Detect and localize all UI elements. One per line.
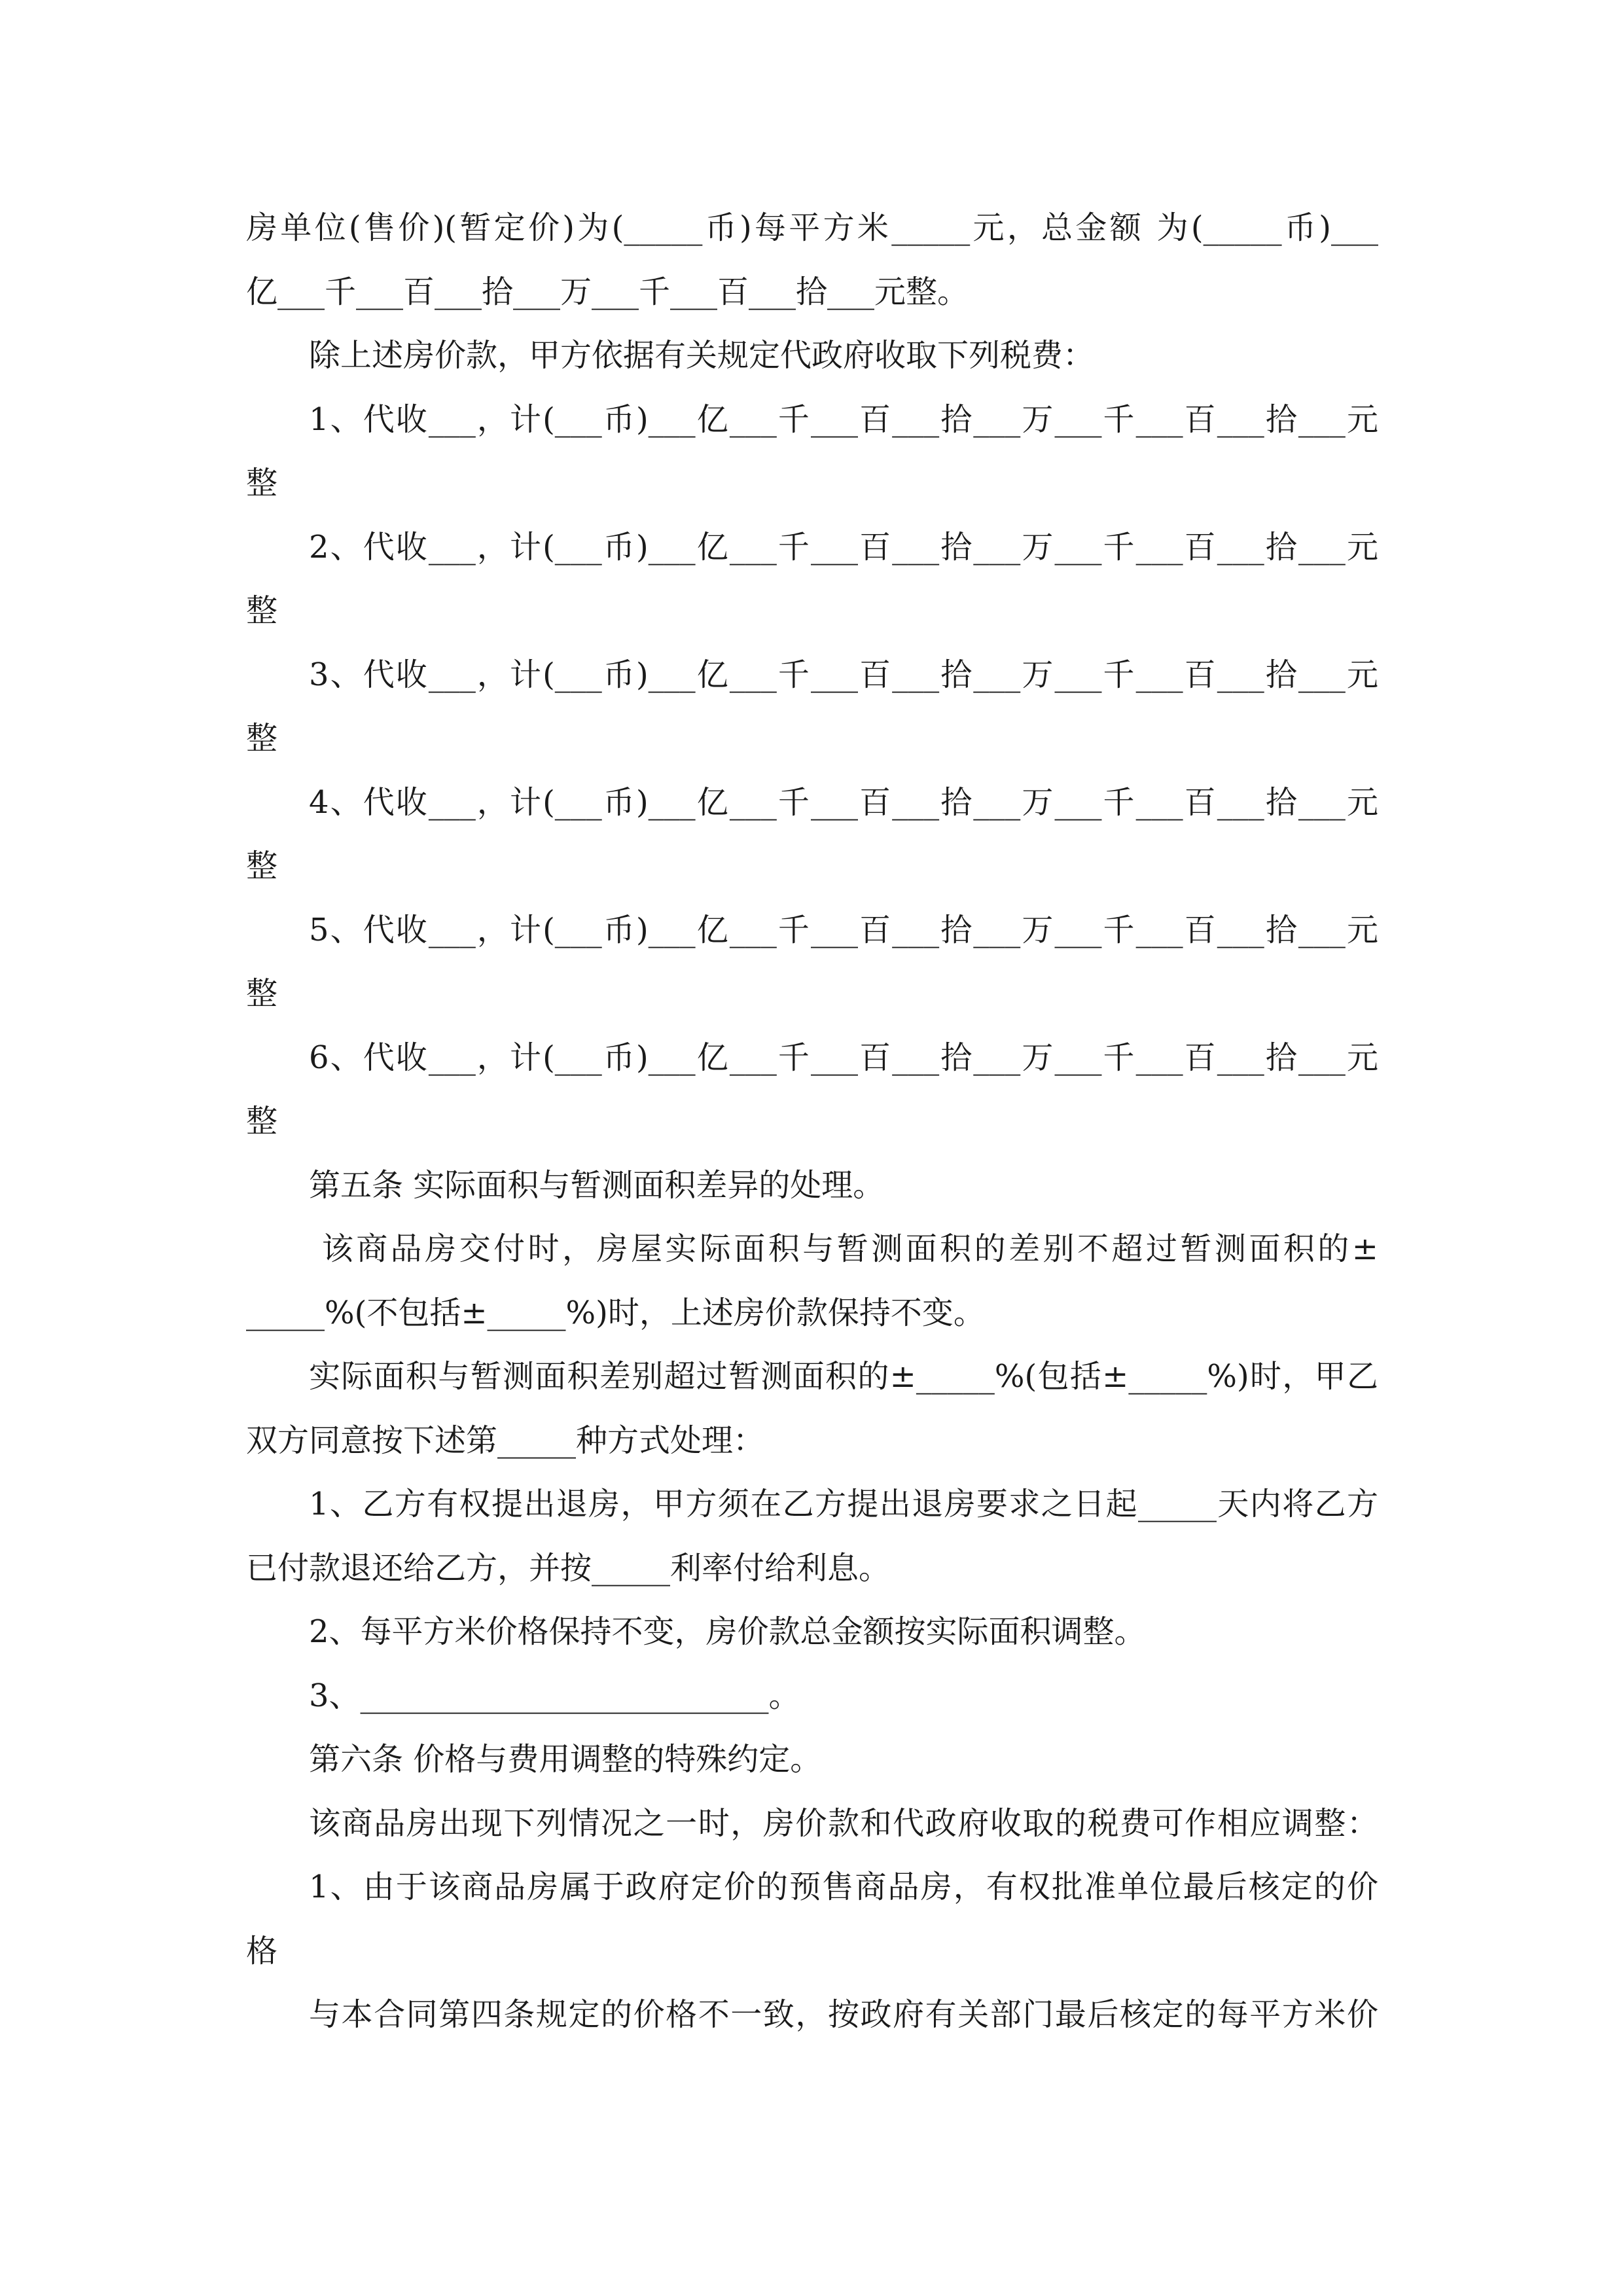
text-line-area-exceed-cont: 双方同意按下述第_____种方式处理： [246, 1422, 765, 1459]
text-line-option-3: 3、__________________________。 [309, 1677, 800, 1714]
text-line-tax-6: 6、代收___，计(___币)___亿___千___百___拾___万___千___百___拾___元 [309, 1039, 1378, 1076]
text-line-tax-3: 3、代收___，计(___币)___亿___千___百___拾___万___千___百___拾___元 [309, 656, 1378, 693]
text-line-adjustment-1-cont: 格 [246, 1932, 278, 1969]
text-line-tax-5-cont: 整 [246, 975, 278, 1012]
text-line-tax-1: 1、代收___，计(___币)___亿___千___百___拾___万___千___百___拾___元 [309, 401, 1378, 438]
text-line-tax-1-cont: 整 [246, 465, 278, 501]
text-line-tax-2-cont: 整 [246, 592, 278, 629]
article-5-heading: 第五条 实际面积与暂测面积差异的处理。 [309, 1166, 885, 1204]
text-line-price-total-cont: 亿___千___百___拾___万___千___百___拾___元整。 [246, 273, 969, 310]
text-line-adjustment-1: 1、由于该商品房属于政府定价的预售商品房，有权批准单位最后核定的价 [309, 1869, 1378, 1905]
text-line-area-tolerance: 该商品房交付时，房屋实际面积与暂测面积的差别不超过暂测面积的± [309, 1230, 1378, 1267]
text-line-price-total: 房单位(售价)(暂定价)为(_____币)每平方米_____元，总金额 为(_____币)___ [246, 209, 1378, 246]
text-line-adjustment-intro: 该商品房出现下列情况之一时，房价款和代政府收取的税费可作相应调整： [309, 1804, 1378, 1842]
text-line-tax-4: 4、代收___，计(___币)___亿___千___百___拾___万___千___百___拾___元 [309, 783, 1378, 821]
text-line-area-tolerance-cont: _____%(不包括±_____%)时，上述房价款保持不变。 [246, 1294, 985, 1331]
text-line-tax-5: 5、代收___，计(___币)___亿___千___百___拾___万___千___百___拾___元 [309, 911, 1378, 948]
article-6-heading: 第六条 价格与费用调整的特殊约定。 [309, 1741, 822, 1778]
text-line-adjustment-1-detail: 与本合同第四条规定的价格不一致，按政府有关部门最后核定的每平方米价 [309, 1996, 1378, 2033]
text-line-taxes-intro: 除上述房价款，甲方依据有关规定代政府收取下列税费： [309, 337, 1095, 374]
text-line-tax-4-cont: 整 [246, 848, 278, 884]
text-line-option-1-cont: 已付款退还给乙方，并按_____利率付给利息。 [246, 1549, 891, 1587]
text-line-tax-6-cont: 整 [246, 1103, 278, 1139]
text-line-tax-3-cont: 整 [246, 720, 278, 757]
contract-text [246, 196, 1378, 2047]
text-line-area-exceed: 实际面积与暂测面积差别超过暂测面积的±_____%(包括±_____%)时，甲乙 [309, 1358, 1378, 1395]
text-line-option-2: 2、每平方米价格保持不变，房价款总金额按实际面积调整。 [309, 1613, 1146, 1650]
text-line-tax-2: 2、代收___，计(___币)___亿___千___百___拾___万___千___百___拾___元 [309, 528, 1378, 565]
text-line-option-1: 1、乙方有权提出退房，甲方须在乙方提出退房要求之日起_____天内将乙方 [309, 1486, 1378, 1522]
